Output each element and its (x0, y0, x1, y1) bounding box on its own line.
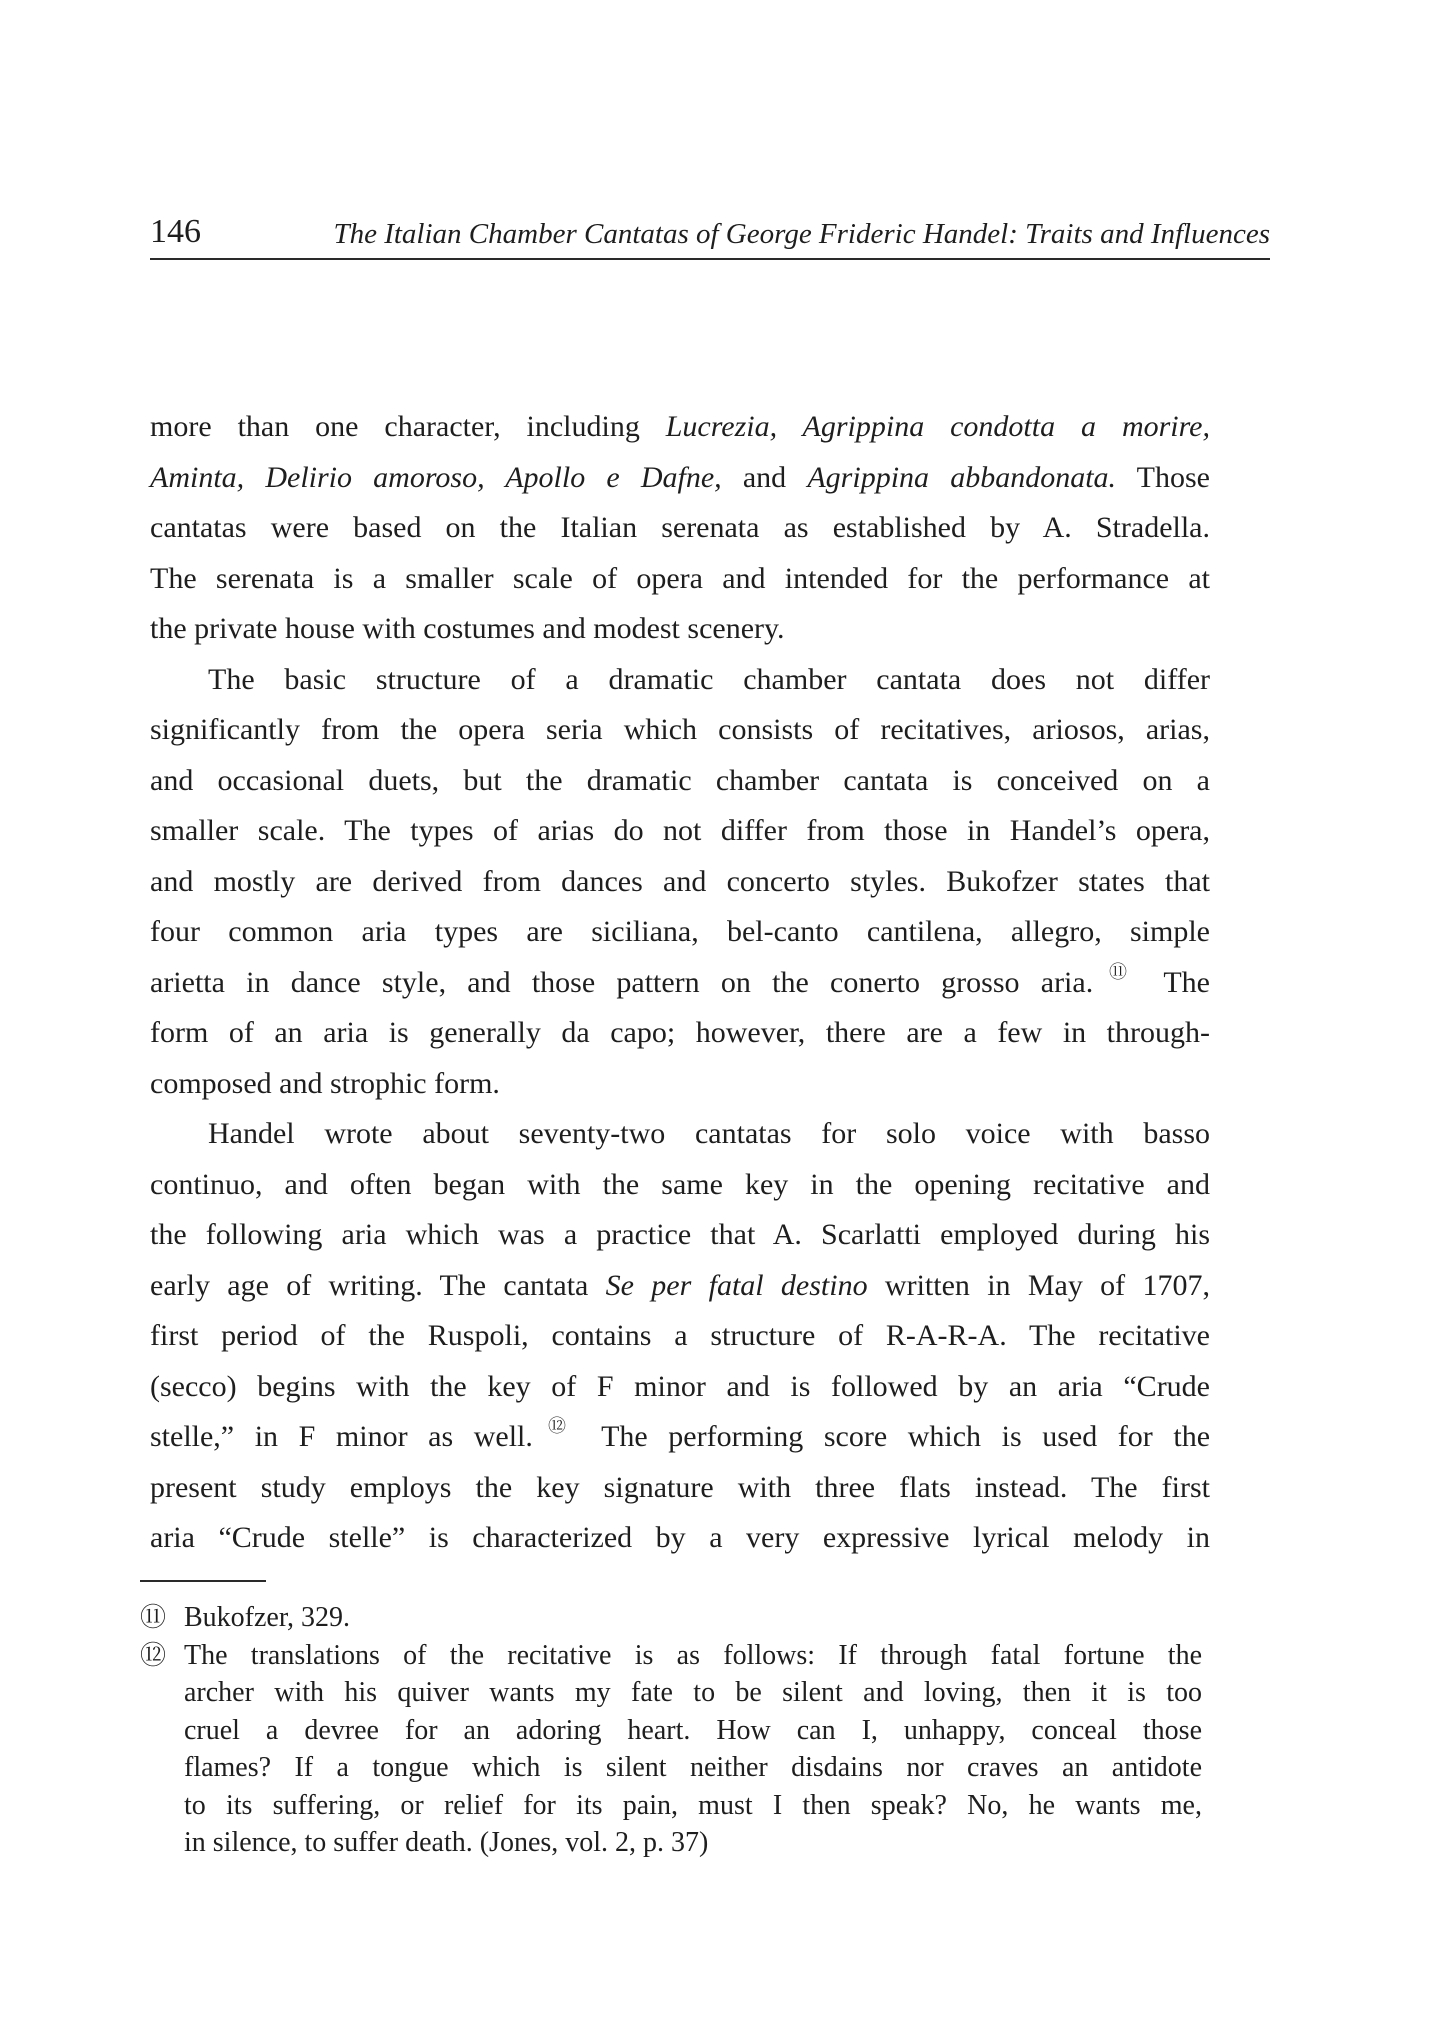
text-line (150, 1412, 1210, 1463)
text-line: the following aria which was a practice that A. Scarlatti employed during his (150, 1218, 1210, 1251)
footnotes (140, 1599, 1202, 1862)
text-line: first period of the Ruspoli, contains a structure of R-A-R-A. The recitative (150, 1319, 1210, 1352)
text-span: stelle,” in F minor as well. (150, 1420, 533, 1453)
text-line: aria “Crude stelle” is characterized by a very expressive lyrical melody in (150, 1521, 1210, 1554)
text-line: continuo, and often began with the same key in the opening recitative and (150, 1167, 1210, 1201)
italic-title: Agrippina abbandonata. (807, 460, 1117, 494)
text-line: and occasional duets, but the dramatic chamber cantata is conceived on a (150, 763, 1210, 797)
footnote-11 (140, 1599, 1202, 1637)
footnote-12 (140, 1637, 1202, 1862)
text-span: The (1142, 965, 1210, 999)
text-span: The performing score which is used for the (581, 1420, 1211, 1453)
text-span: arietta in dance style, and those pattern on the conerto grosso aria. (150, 965, 1094, 999)
text-line (150, 402, 1210, 453)
footnote-line: Bukofzer, 329. (184, 1602, 351, 1633)
italic-title: Lucrezia, Agrippina condotta a morire, (665, 410, 1210, 443)
footnote-line: flames? If a tongue which is silent neither disdains nor craves an antidote (184, 1752, 1202, 1783)
footnote-marker: ⑫ (140, 1640, 167, 1670)
footnote-reference: ⑪ (1095, 961, 1141, 982)
text-line: Handel wrote about seventy-two cantatas for solo voice with basso (208, 1117, 1210, 1150)
text-line: smaller scale. The types of arias do not differ from those in Handel’s opera, (150, 814, 1210, 847)
text-line: (secco) begins with the key of F minor and is followed by an aria “Crude (150, 1369, 1210, 1403)
text-line: The basic structure of a dramatic chamber cantata does not differ (208, 662, 1210, 696)
footnote-line: in silence, to suffer death. (Jones, vol. 2, p. 37) (184, 1827, 709, 1858)
text-line: The serenata is a smaller scale of opera and intended for the performance at (150, 561, 1210, 595)
text-line: four common aria types are siciliana, bel-canto cantilena, allegro, simple (150, 915, 1210, 948)
italic-title: Se per fatal destino (605, 1268, 868, 1302)
text-line (150, 1261, 1210, 1312)
body-text (150, 402, 1210, 1564)
text-line: composed and strophic form. (150, 1066, 500, 1100)
text-span: Those (1116, 460, 1210, 494)
footnote-marker: ⑪ (140, 1603, 167, 1632)
page-number: 146 (150, 213, 201, 250)
text-line: present study employs the key signature with three flats instead. The first (150, 1470, 1210, 1504)
text-span: written in May of 1707, (867, 1268, 1210, 1302)
footnote-separator (140, 1580, 266, 1582)
text-line: significantly from the opera seria which consists of recitatives, ariosos, arias, (150, 713, 1210, 746)
text-span: and (721, 460, 808, 494)
text-line: cantatas were based on the Italian serenata as established by A. Stradella. (150, 511, 1210, 544)
text-span: early age of writing. The cantata (150, 1268, 606, 1302)
text-line: the private house with costumes and modest scenery. (150, 612, 785, 645)
footnote-line: archer with his quiver wants my fate to be silent and loving, then it is too (184, 1677, 1202, 1708)
italic-title: Aminta, Delirio amoroso, Apollo e Dafne, (150, 460, 722, 494)
footnote-reference: ⑫ (534, 1416, 580, 1436)
text-line: and mostly are derived from dances and concerto styles. Bukofzer states that (150, 864, 1210, 898)
footnote-line: to its suffering, or relief for its pain, must I then speak? No, he wants me, (184, 1789, 1202, 1821)
text-line (150, 453, 1210, 504)
running-title: The Italian Chamber Cantatas of George Frideric Handel: Traits and Influences (333, 218, 1270, 250)
text-line: form of an aria is generally da capo; however, there are a few in through- (150, 1016, 1210, 1049)
footnote-line: cruel a devree for an adoring heart. How can I, unhappy, conceal those (184, 1714, 1202, 1746)
footnote-line: The translations of the recitative is as follows: If through fatal fortune the (184, 1639, 1202, 1671)
running-header (150, 212, 1270, 260)
text-span: more than one character, including (150, 410, 666, 443)
text-line (150, 958, 1210, 1009)
